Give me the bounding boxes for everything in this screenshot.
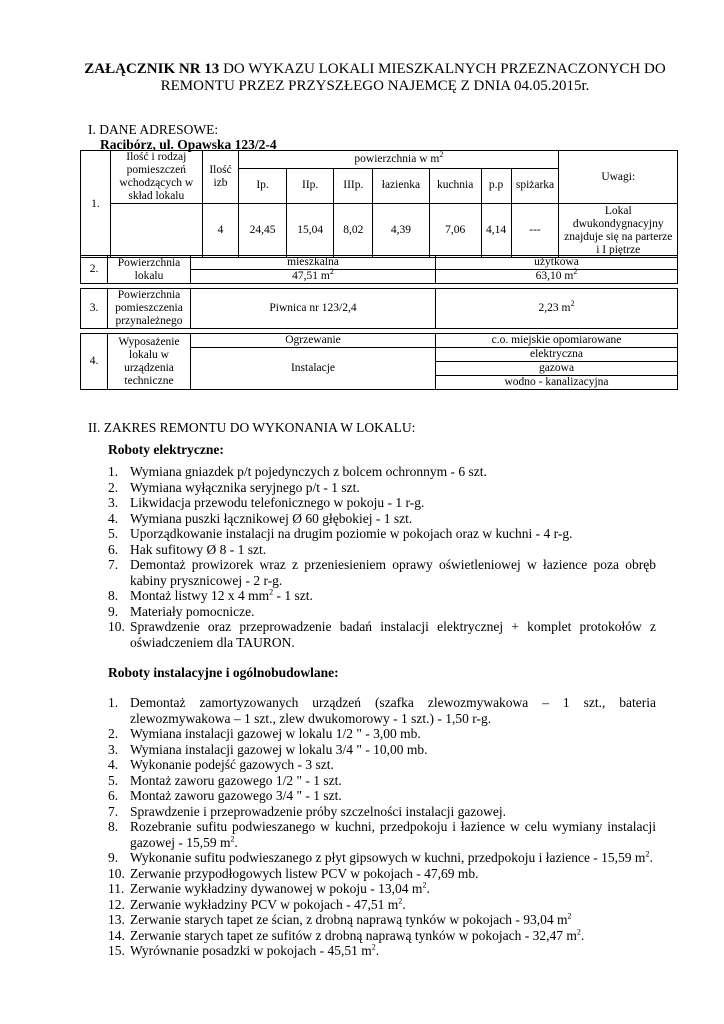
item-text: Wyrównanie posadzki w pokojach - 45,51 m: [130, 943, 372, 958]
item-number: 5.: [108, 526, 119, 541]
item-text: Rozebranie sufitu podwieszanego w kuchni, przedpokoju i łazience w celu wymiany instalacji gazowej - 15,59 m: [130, 819, 656, 850]
document-title: [70, 61, 680, 95]
rooms-table: [80, 150, 678, 258]
list-item: [108, 604, 656, 620]
equipment-label: Wyposażenie lokalu w urządzenia techniczne: [108, 334, 191, 390]
list-item: [108, 881, 656, 897]
item-number: 9.: [108, 603, 119, 619]
row-number: 1.: [81, 151, 111, 258]
item-number: 6.: [108, 541, 119, 557]
list-item: [108, 495, 656, 511]
title-line2: REMONTU PRZEZ PRZYSZŁEGO NAJEMCĘ Z DNIA 04.05.2015r.: [160, 78, 590, 94]
item-number: 1.: [108, 464, 119, 479]
item-sup: 2: [567, 911, 572, 921]
item-number: 4.: [108, 757, 119, 772]
section1-heading: I. DANE ADRESOWE:: [88, 122, 219, 137]
item-text: Zerwanie starych tapet ze ścian, z drobną naprawą tynków w pokojach - 93,04 m: [130, 912, 568, 927]
item-number: 2.: [108, 479, 119, 495]
list-item: [108, 726, 656, 742]
cellar-table: [80, 288, 678, 329]
rooms-count-header: Ilość izb: [202, 151, 239, 204]
electrical-heading: Roboty elektryczne:: [108, 442, 224, 457]
rooms-desc-header: Ilość i rodzaj pomieszczeń wchodzących w skład lokalu: [110, 151, 202, 204]
list-item: [108, 464, 656, 480]
list-item: [108, 511, 656, 527]
item-text: Montaż zaworu gazowego 1/2 " - 1 szt.: [130, 772, 342, 788]
list-item: [108, 788, 656, 804]
item-text: Materiały pomocnicze.: [130, 603, 255, 619]
list-item: [108, 897, 656, 913]
item-number: 7.: [108, 557, 119, 572]
item-text-tail: .: [649, 850, 653, 865]
item-sup: 2: [371, 942, 376, 952]
item-text: Sprawdzenie oraz przeprowadzenie badań instalacji elektrycznej + komplet protokołów z oświadczeniem dla TAURON.: [130, 619, 656, 650]
item-text-tail: .: [375, 943, 380, 958]
col-header: Ip.: [239, 168, 287, 203]
item-sup: 2: [422, 880, 427, 890]
item-text: Wymiana instalacji gazowej w lokalu 1/2 " - 3,00 mb.: [130, 726, 421, 741]
list-item: [108, 480, 656, 496]
item-text: Hak sufitowy Ø 8 - 1 szt.: [130, 541, 267, 557]
usable-area-value: 63,10 $m^2$: [436, 270, 678, 284]
item-number: 3.: [108, 741, 119, 757]
value-cell: [110, 204, 202, 258]
installation-value: wodno - kanalizacyjna: [436, 376, 678, 390]
list-item: [108, 542, 656, 558]
installation-value: elektryczna: [436, 348, 678, 362]
list-item: [108, 912, 656, 928]
item-number: 15.: [108, 943, 125, 958]
item-text: Demontaż prowizorek wraz z przeniesieniem oprawy oświetleniowej w łazience poza obręb kabiny prysznicowej - 2 r-g.: [130, 557, 656, 588]
item-number: 11.: [108, 881, 125, 896]
cellar-area: 2,23 $m^2$: [436, 289, 678, 329]
list-item: [108, 619, 656, 650]
item-number: 1.: [108, 695, 119, 710]
installation-value: gazowa: [436, 362, 678, 376]
item-sup: 2: [230, 834, 235, 843]
item-number: 6.: [108, 788, 119, 803]
row-number: 4.: [81, 334, 108, 390]
list-item: [108, 742, 656, 758]
item-number: 7.: [108, 803, 119, 819]
item-number: 4.: [108, 510, 119, 526]
row-number: 3.: [81, 289, 108, 329]
col-header: kuchnia: [429, 168, 481, 203]
living-area-value: 47,51 $m^2$: [191, 270, 436, 284]
item-text: Wymiana gniazdek p/t pojedynczych z bolcem ochronnym - 6 szt.: [130, 464, 487, 479]
value-cell: 24,45: [239, 204, 287, 258]
value-cell: 8,02: [334, 204, 373, 258]
area-table: [80, 255, 678, 284]
item-text-tail: - 1 szt.: [273, 588, 313, 603]
item-sup: 2: [269, 587, 274, 597]
list-item: [108, 866, 656, 882]
item-text: Wymiana wyłącznika seryjnego p/t - 1 szt.: [130, 479, 360, 495]
list-item: [108, 804, 656, 820]
col-header: spiżarka: [511, 168, 559, 203]
item-number: 13.: [108, 912, 125, 927]
col-header: IIp.: [286, 168, 334, 203]
item-text-tail: .: [580, 927, 585, 943]
item-text: Montaż zaworu gazowego 3/4 " - 1 szt.: [130, 788, 342, 803]
value-cell: 4: [202, 204, 239, 258]
area-label: Powierzchnia lokalu: [108, 256, 191, 284]
item-text: Montaż listwy 12 x 4 mm: [130, 588, 270, 603]
list-item: [108, 928, 656, 944]
item-number: 5.: [108, 772, 119, 788]
cellar-name: Piwnica nr 123/2,4: [191, 289, 436, 329]
col-header: p.p: [481, 168, 511, 203]
list-item: [108, 773, 656, 789]
list-item: [108, 757, 656, 773]
item-text: Demontaż zamortyzowanych urządzeń (szafka zlewozmywakowa – 1 szt., bateria zlewozmywakowa – 1 szt., zlew dwukomorowy - 1 szt.) - 1,50 r-g.: [130, 695, 656, 726]
item-text: Wymiana instalacji gazowej w lokalu 3/4 " - 10,00 mb.: [130, 741, 428, 757]
item-sup: 2: [398, 896, 403, 905]
item-number: 3.: [108, 495, 119, 510]
address: Racibórz, ul. Opawska 123/2-4: [100, 137, 277, 152]
title-bold: ZAŁĄCZNIK NR 13: [84, 61, 220, 77]
item-text: Zerwanie wykładziny dywanowej w pokoju - 13,04 m: [130, 881, 423, 896]
col-header: łazienka: [373, 168, 429, 203]
row-number: 2.: [81, 256, 108, 284]
item-text: Zerwanie przypodłogowych listew PCV w pokojach - 47,69 mb.: [130, 865, 479, 881]
item-text: Wykonanie podejść gazowych - 3 szt.: [130, 757, 334, 772]
installations-label: Instalacje: [191, 348, 436, 390]
value-cell: 7,06: [429, 204, 481, 258]
item-text: Zerwanie starych tapet ze sufitów z drobną naprawą tynków w pokojach - 32,47 m: [130, 927, 577, 943]
installation-list: [108, 695, 656, 959]
item-number: 12.: [108, 896, 125, 912]
value-cell: 4,39: [373, 204, 429, 258]
list-item: [108, 695, 656, 726]
remarks-cell: Lokal dwukondygnacyjny znajduje się na parterze i I piętrze: [559, 204, 678, 258]
item-text: Wykonanie sufitu podwieszanego z płyt gipsowych w kuchni, przedpokoju i łazience - 15,59 m: [130, 850, 646, 865]
value-cell: ---: [511, 204, 559, 258]
col-header-uwagi: Uwagi:: [559, 151, 678, 204]
list-item: [108, 588, 656, 604]
item-sup: 2: [576, 927, 581, 936]
installation-heading: Roboty instalacyjne i ogólnobudowlane:: [108, 665, 339, 680]
item-number: 8.: [108, 819, 119, 834]
living-area-header: mieszkalna: [191, 256, 436, 270]
item-text-tail: .: [426, 881, 430, 896]
list-item: [108, 557, 656, 588]
heating-value: c.o. miejskie opomiarowane: [436, 334, 678, 348]
item-number: 10.: [108, 619, 125, 634]
item-text: Uporządkowanie instalacji na drugim poziomie w pokojach oraz w kuchni - 4 r-g.: [130, 526, 573, 541]
item-text: Sprawdzenie i przeprowadzenie próby szczelności instalacji gazowej.: [130, 803, 506, 819]
equipment-table: [80, 333, 678, 390]
list-item: [108, 850, 656, 866]
item-text: Zerwanie wykładziny PCV w pokojach - 47,51 m: [130, 896, 399, 912]
item-text: Likwidacja przewodu telefonicznego w pokoju - 1 r-g.: [130, 495, 425, 510]
heating-label: Ogrzewanie: [191, 334, 436, 348]
item-number: 14.: [108, 927, 125, 943]
value-cell: 15,04: [286, 204, 334, 258]
usable-area-header: użytkowa: [436, 256, 678, 270]
col-header: IIIp.: [334, 168, 373, 203]
list-item: [108, 819, 656, 850]
item-sup: 2: [645, 849, 650, 859]
item-number: 9.: [108, 850, 119, 865]
item-text-tail: .: [234, 834, 238, 850]
list-item: [108, 526, 656, 542]
item-text: Wymiana puszki łącznikowej Ø 60 głębokiej - 1 szt.: [130, 510, 413, 526]
item-text-tail: .: [402, 896, 406, 912]
electrical-list: [108, 464, 656, 650]
cellar-label: Powierzchnia pomieszczenia przynależnego: [108, 289, 191, 329]
item-number: 10.: [108, 865, 125, 881]
item-number: 8.: [108, 588, 119, 603]
item-number: 2.: [108, 726, 119, 741]
title-line1: DO WYKAZU LOKALI MIESZKALNYCH PRZEZNACZONYCH DO: [219, 61, 666, 77]
area-header: powierzchnia w $m^2$: [239, 151, 559, 169]
section2-heading: II. ZAKRES REMONTU DO WYKONANIA W LOKALU:: [88, 420, 416, 435]
value-cell: 4,14: [481, 204, 511, 258]
list-item: [108, 943, 656, 959]
